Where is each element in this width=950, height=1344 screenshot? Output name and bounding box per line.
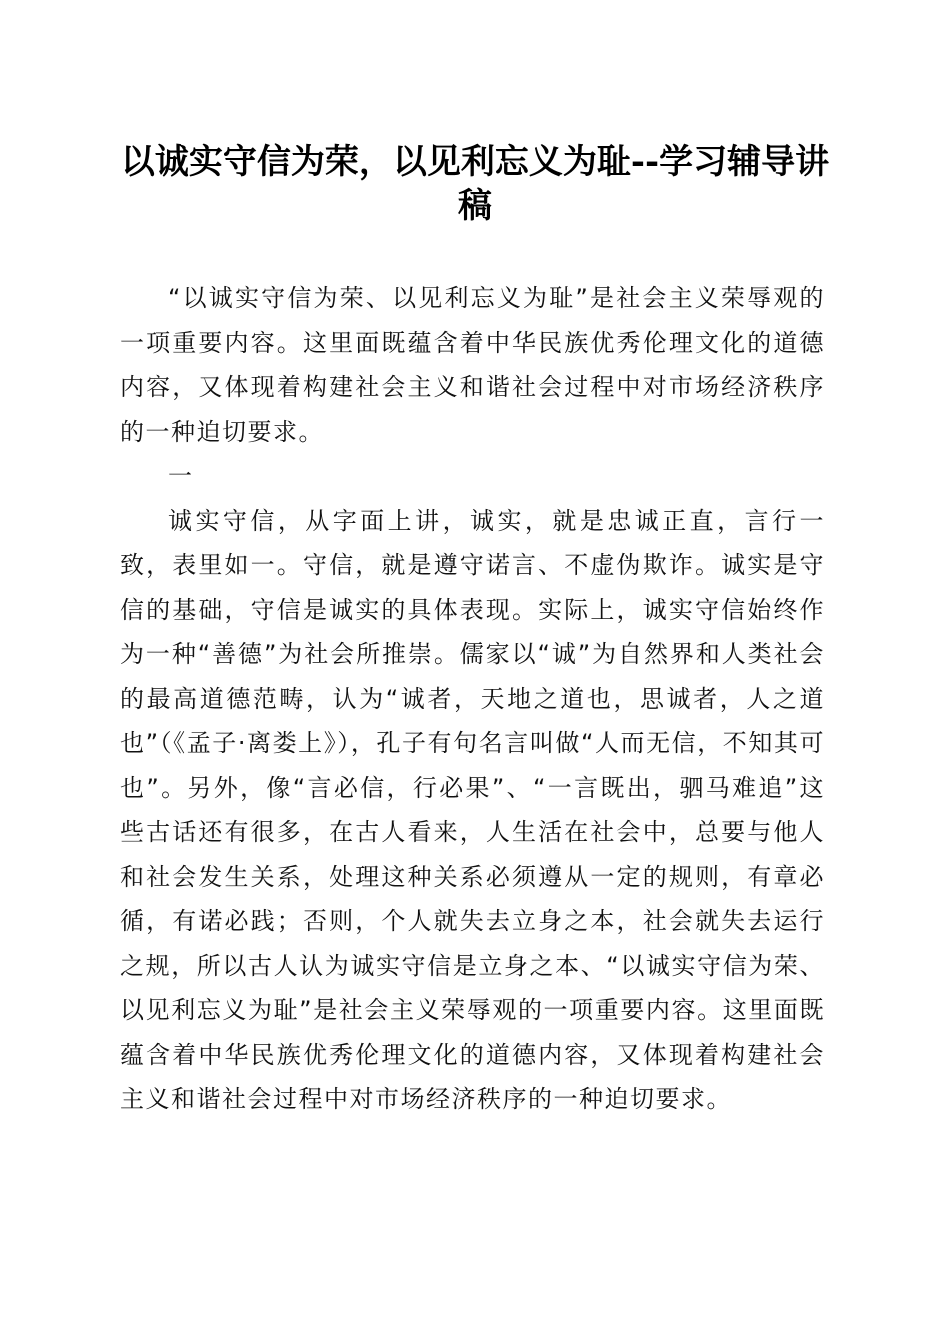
document-body <box>120 276 825 1122</box>
body-paragraph: 诚实守信，从字面上讲，诚实，就是忠诚正直，言行一致，表里如一。守信，就是遵守诺言、不虚伪欺诈。诚实是守信的基础，守信是诚实的具体表现。实际上，诚实守信始终作为一种“善德”为社会所推崇。儒家以“诚”为自然界和人类社会的最高道德范畴，认为“诚者，天地之道也，思诚者，人之道也”（《孟子·离娄上》），孔子有句名言叫做“人而无信，不知其可也”。另外，像“言必信，行必果”、“一言既出，驷马难追”这些古话还有很多，在古人看来，人生活在社会中，总要与他人和社会发生关系，处理这种关系必须遵从一定的规则，有章必循，有诺必践；否则，个人就失去立身之本，社会就失去运行之规，所以古人认为诚实守信是立身之本、“以诚实守信为荣、以见利忘义为耻”是社会主义荣辱观的一项重要内容。这里面既蕴含着中华民族优秀伦理文化的道德内容，又体现着构建社会主义和谐社会过程中对市场经济秩序的一种迫切要求。 <box>120 506 825 1113</box>
intro-paragraph: “以诚实守信为荣、以见利忘义为耻”是社会主义荣辱观的一项重要内容。这里面既蕴含着中华民族优秀伦理文化的道德内容，又体现着构建社会主义和谐社会过程中对市场经济秩序的一种迫切要求。 <box>120 284 825 446</box>
document-title: 以诚实守信为荣，以见利忘义为耻--学习辅导讲稿 <box>120 142 830 226</box>
section-number: 一 <box>168 462 194 490</box>
